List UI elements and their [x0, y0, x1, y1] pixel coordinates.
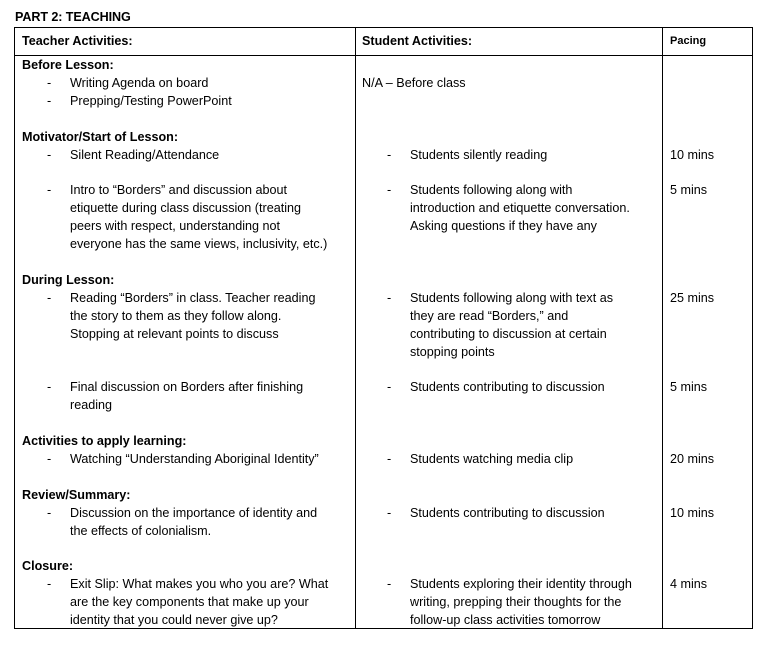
teacher-item: are the key components that make up your	[70, 595, 309, 609]
bullet: -	[47, 577, 52, 591]
teacher-item: Reading “Borders” in class. Teacher reading	[70, 291, 316, 305]
header-pacing: Pacing	[670, 35, 707, 47]
student-item: follow-up class activities tomorrow	[410, 613, 601, 627]
teacher-item: Watching “Understanding Aboriginal Identity”	[70, 452, 319, 466]
bullet: -	[387, 291, 392, 305]
bullet: -	[47, 506, 52, 520]
section-heading-before-lesson: Before Lesson:	[22, 58, 114, 72]
pacing-value: 20 mins	[670, 452, 715, 466]
header-student-activities: Student Activities:	[362, 34, 473, 48]
pacing-value: 5 mins	[670, 183, 708, 197]
bullet: -	[47, 291, 52, 305]
bullet: -	[47, 148, 52, 162]
section-heading-during-lesson: During Lesson:	[22, 273, 115, 287]
teacher-item: Exit Slip: What makes you who you are? What	[70, 577, 329, 591]
pacing-value: 4 mins	[670, 577, 708, 591]
student-item: stopping points	[410, 345, 495, 359]
bullet: -	[47, 183, 52, 197]
teacher-item: reading	[70, 398, 113, 412]
pacing-value: 25 mins	[670, 291, 715, 305]
section-heading-closure: Closure:	[22, 559, 74, 573]
header-teacher-activities: Teacher Activities:	[22, 34, 133, 48]
teacher-item: Stopping at relevant points to discuss	[70, 327, 279, 341]
teacher-item: Final discussion on Borders after finishing	[70, 380, 304, 394]
student-item: Asking questions if they have any	[410, 219, 597, 233]
pacing-value: 10 mins	[670, 506, 715, 520]
bullet: -	[387, 577, 392, 591]
bullet: -	[47, 452, 52, 466]
bullet: -	[387, 452, 392, 466]
student-item: introduction and etiquette conversation.	[410, 201, 630, 215]
student-item: writing, prepping their thoughts for the	[410, 595, 622, 609]
bullet: -	[47, 94, 52, 108]
student-item: Students contributing to discussion	[410, 506, 605, 520]
bullet: -	[387, 148, 392, 162]
section-heading-activities: Activities to apply learning:	[22, 434, 187, 448]
section-heading-motivator: Motivator/Start of Lesson:	[22, 130, 179, 144]
header-divider	[15, 55, 752, 56]
teacher-item: everyone has the same views, inclusivity, etc.)	[70, 237, 328, 251]
pacing-value: 5 mins	[670, 380, 708, 394]
teacher-item: Prepping/Testing PowerPoint	[70, 94, 232, 108]
bullet: -	[387, 506, 392, 520]
pacing-value: 10 mins	[670, 148, 715, 162]
student-item: Students exploring their identity through	[410, 577, 632, 591]
bullet: -	[47, 380, 52, 394]
teacher-item: Discussion on the importance of identity and	[70, 506, 318, 520]
student-item: Students watching media clip	[410, 452, 574, 466]
column-divider	[355, 28, 356, 628]
bullet: -	[387, 183, 392, 197]
student-item: Students following along with	[410, 183, 573, 197]
student-item: N/A – Before class	[362, 76, 466, 90]
bullet: -	[387, 380, 392, 394]
teacher-item: the effects of colonialism.	[70, 524, 212, 538]
teacher-item: Silent Reading/Attendance	[70, 148, 220, 162]
teacher-item: peers with respect, understanding not	[70, 219, 281, 233]
section-title: PART 2: TEACHING	[15, 10, 131, 24]
student-item: Students following along with text as	[410, 291, 614, 305]
student-item: they are read “Borders,” and	[410, 309, 569, 323]
column-divider	[662, 28, 663, 628]
teacher-item: identity that you could never give up?	[70, 613, 278, 627]
teacher-item: Intro to “Borders” and discussion about	[70, 183, 288, 197]
teaching-plan-table	[14, 27, 753, 629]
student-item: Students silently reading	[410, 148, 548, 162]
teacher-item: Writing Agenda on board	[70, 76, 209, 90]
student-item: contributing to discussion at certain	[410, 327, 607, 341]
teacher-item: etiquette during class discussion (treating	[70, 201, 302, 215]
student-item: Students contributing to discussion	[410, 380, 605, 394]
teacher-item: the story to them as they follow along.	[70, 309, 282, 323]
bullet: -	[47, 76, 52, 90]
section-heading-review: Review/Summary:	[22, 488, 131, 502]
